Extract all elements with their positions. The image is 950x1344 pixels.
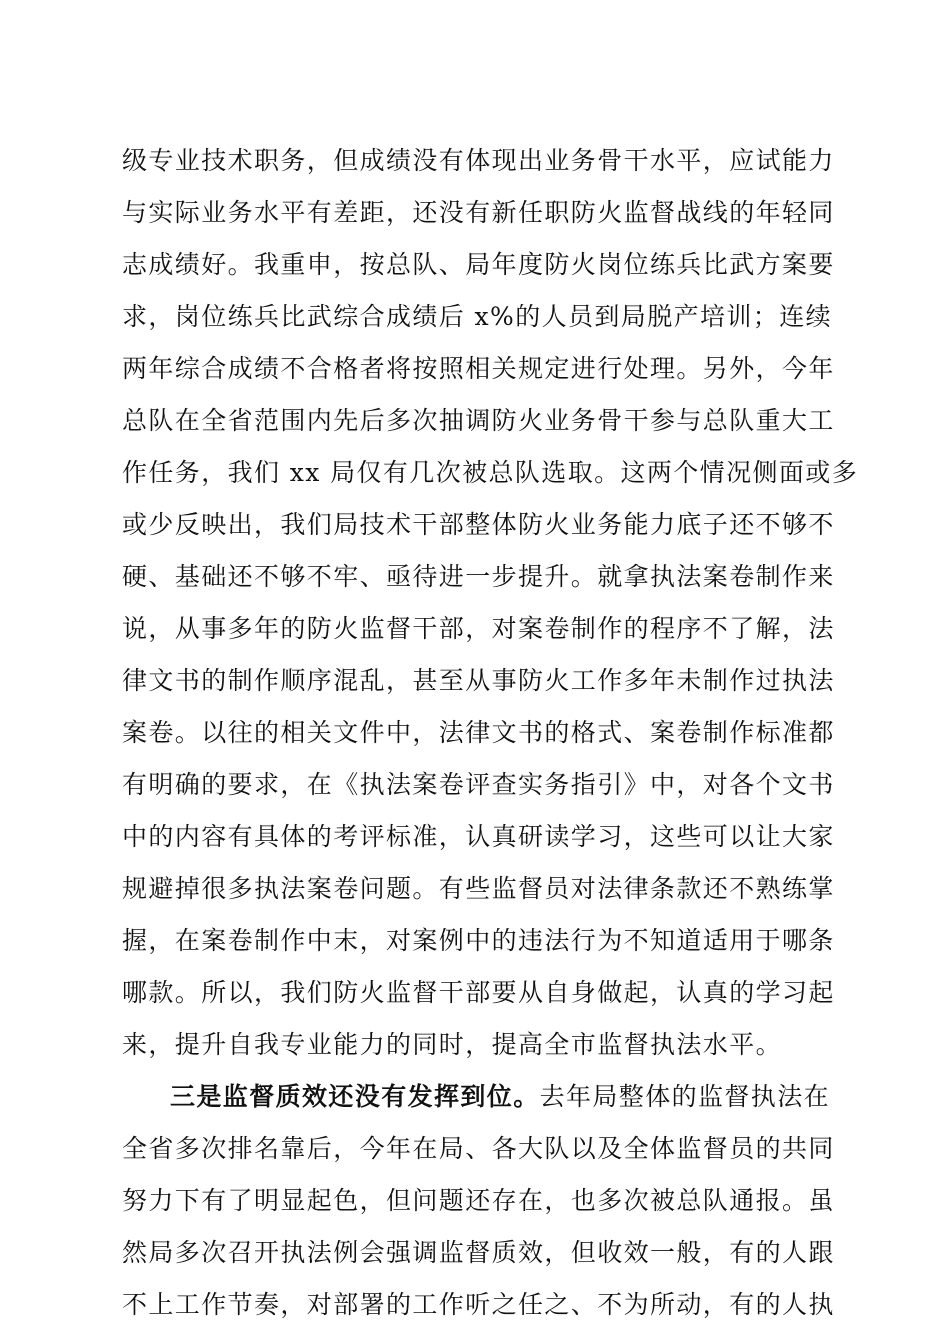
text-line: 志成绩好。我重申，按总队、局年度防火岗位练兵比武方案要 [122, 250, 835, 279]
text-line: 然局多次召开执法例会强调监督质效，但收效一般，有的人跟 [122, 1238, 835, 1267]
text-line: 努力下有了明显起色，但问题还存在，也多次被总队通报。虽 [122, 1186, 835, 1215]
text-line: 哪款。所以，我们防火监督干部要从自身做起，认真的学习起 [122, 978, 835, 1007]
text-line: 与实际业务水平有差距，还没有新任职防火监督战线的年轻同 [122, 198, 835, 227]
text-line: 作任务，我们 xx 局仅有几次被总队选取。这两个情况侧面或多 [122, 458, 859, 487]
text-line: 规避掉很多执法案卷问题。有些监督员对法律条款还不熟练掌 [122, 874, 835, 903]
text-line: 或少反映出，我们局技术干部整体防火业务能力底子还不够不 [122, 510, 835, 539]
text-line-first [170, 1077, 830, 1117]
text-line: 说，从事多年的防火监督干部，对案卷制作的程序不了解，法 [122, 614, 835, 643]
text-line: 两年综合成绩不合格者将按照相关规定进行处理。另外，今年 [122, 354, 835, 383]
paragraph-text: 去年局整体的监督执法在 [539, 1082, 831, 1111]
text-line: 有明确的要求，在《执法案卷评查实务指引》中，对各个文书 [122, 770, 835, 799]
text-line: 来，提升自我专业能力的同时，提高全市监督执法水平。 [122, 1030, 783, 1059]
text-line: 案卷。以往的相关文件中，法律文书的格式、案卷制作标准都 [122, 718, 835, 747]
text-line: 律文书的制作顺序混乱，甚至从事防火工作多年未制作过执法 [122, 666, 835, 695]
paragraph-heading: 三是监督质效还没有发挥到位。 [170, 1082, 540, 1111]
text-line: 求，岗位练兵比武综合成绩后 x%的人员到局脱产培训；连续 [122, 302, 833, 331]
text-line: 中的内容有具体的考评标准，认真研读学习，这些可以让大家 [122, 822, 835, 851]
text-line: 握，在案卷制作中末，对案例中的违法行为不知道适用于哪条 [122, 926, 835, 955]
text-line: 不上工作节奏，对部署的工作听之任之、不为所动，有的人执 [122, 1290, 835, 1319]
text-line: 硬、基础还不够不牢、亟待进一步提升。就拿执法案卷制作来 [122, 562, 835, 591]
text-line: 全省多次排名靠后，今年在局、各大队以及全体监督员的共同 [122, 1134, 835, 1163]
text-line: 总队在全省范围内先后多次抽调防火业务骨干参与总队重大工 [122, 406, 835, 435]
text-line: 级专业技术职务，但成绩没有体现出业务骨干水平，应试能力 [122, 146, 835, 175]
